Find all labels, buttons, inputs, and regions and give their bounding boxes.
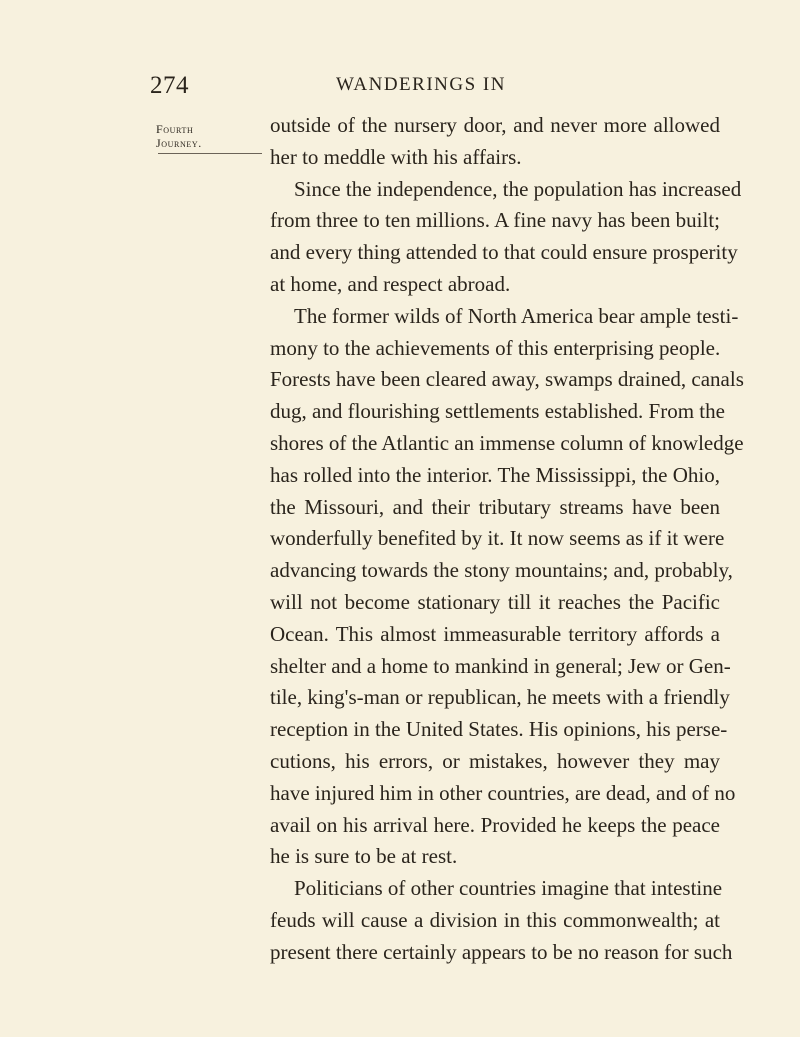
text-line: shelter and a home to mankind in general; Jew or Gen-	[270, 653, 731, 678]
text-line: shores of the Atlantic an immense column of knowledge	[270, 430, 744, 455]
text-line: from three to ten millions. A fine navy has been built;	[270, 208, 720, 233]
side-note-rule	[158, 153, 262, 154]
text-line: feuds will cause a division in this commonwealth; at	[270, 907, 720, 932]
text-line: Ocean. This almost immeasurable territory affords a	[270, 621, 720, 646]
text-line: Politicians of other countries imagine that intestine	[294, 876, 723, 901]
text-line: outside of the nursery door, and never more allowed	[270, 113, 720, 137]
text-line: advancing towards the stony mountains; and, probably,	[270, 558, 733, 583]
page-number: 274	[150, 72, 189, 99]
text-line: dug, and flourishing settlements established. From the	[270, 399, 725, 424]
text-line: tile, king's-man or republican, he meets with a friendly	[270, 685, 730, 710]
text-line: will not become stationary till it reaches the Pacific	[270, 589, 720, 614]
text-line: cutions, his errors, or mistakes, however they may	[270, 748, 720, 773]
text-line: have injured him in other countries, are dead, and of no	[270, 780, 736, 805]
text-line: wonderfully benefited by it. It now seems as if it were	[270, 526, 725, 551]
side-note-line: Journey.	[156, 136, 202, 150]
side-note	[156, 122, 202, 150]
text-line: her to meddle with his affairs.	[270, 144, 522, 169]
text-line: avail on his arrival here. Provided he keeps the peace	[270, 812, 720, 837]
text-line: Since the independence, the population has increased	[294, 176, 742, 201]
text-line: present there certainly appears to be no reason for such	[270, 939, 733, 964]
text-line: he is sure to be at rest.	[270, 844, 458, 869]
text-line: and every thing attended to that could ensure prosperity	[270, 240, 738, 265]
text-line: Forests have been cleared away, swamps drained, canals	[270, 367, 744, 392]
text-line: reception in the United States. His opinions, his perse-	[270, 717, 728, 742]
body-text	[270, 110, 744, 969]
text-line: mony to the achievements of this enterprising people.	[270, 335, 721, 360]
text-line: has rolled into the interior. The Mississippi, the Ohio,	[270, 462, 720, 487]
text-line: at home, and respect abroad.	[270, 271, 511, 296]
running-head-text: WANDERINGS IN	[336, 74, 506, 95]
running-head	[0, 74, 800, 96]
side-note-line: Fourth	[156, 122, 194, 136]
text-line: the Missouri, and their tributary streams have been	[270, 494, 720, 519]
text-line: The former wilds of North America bear ample testi-	[294, 303, 739, 328]
